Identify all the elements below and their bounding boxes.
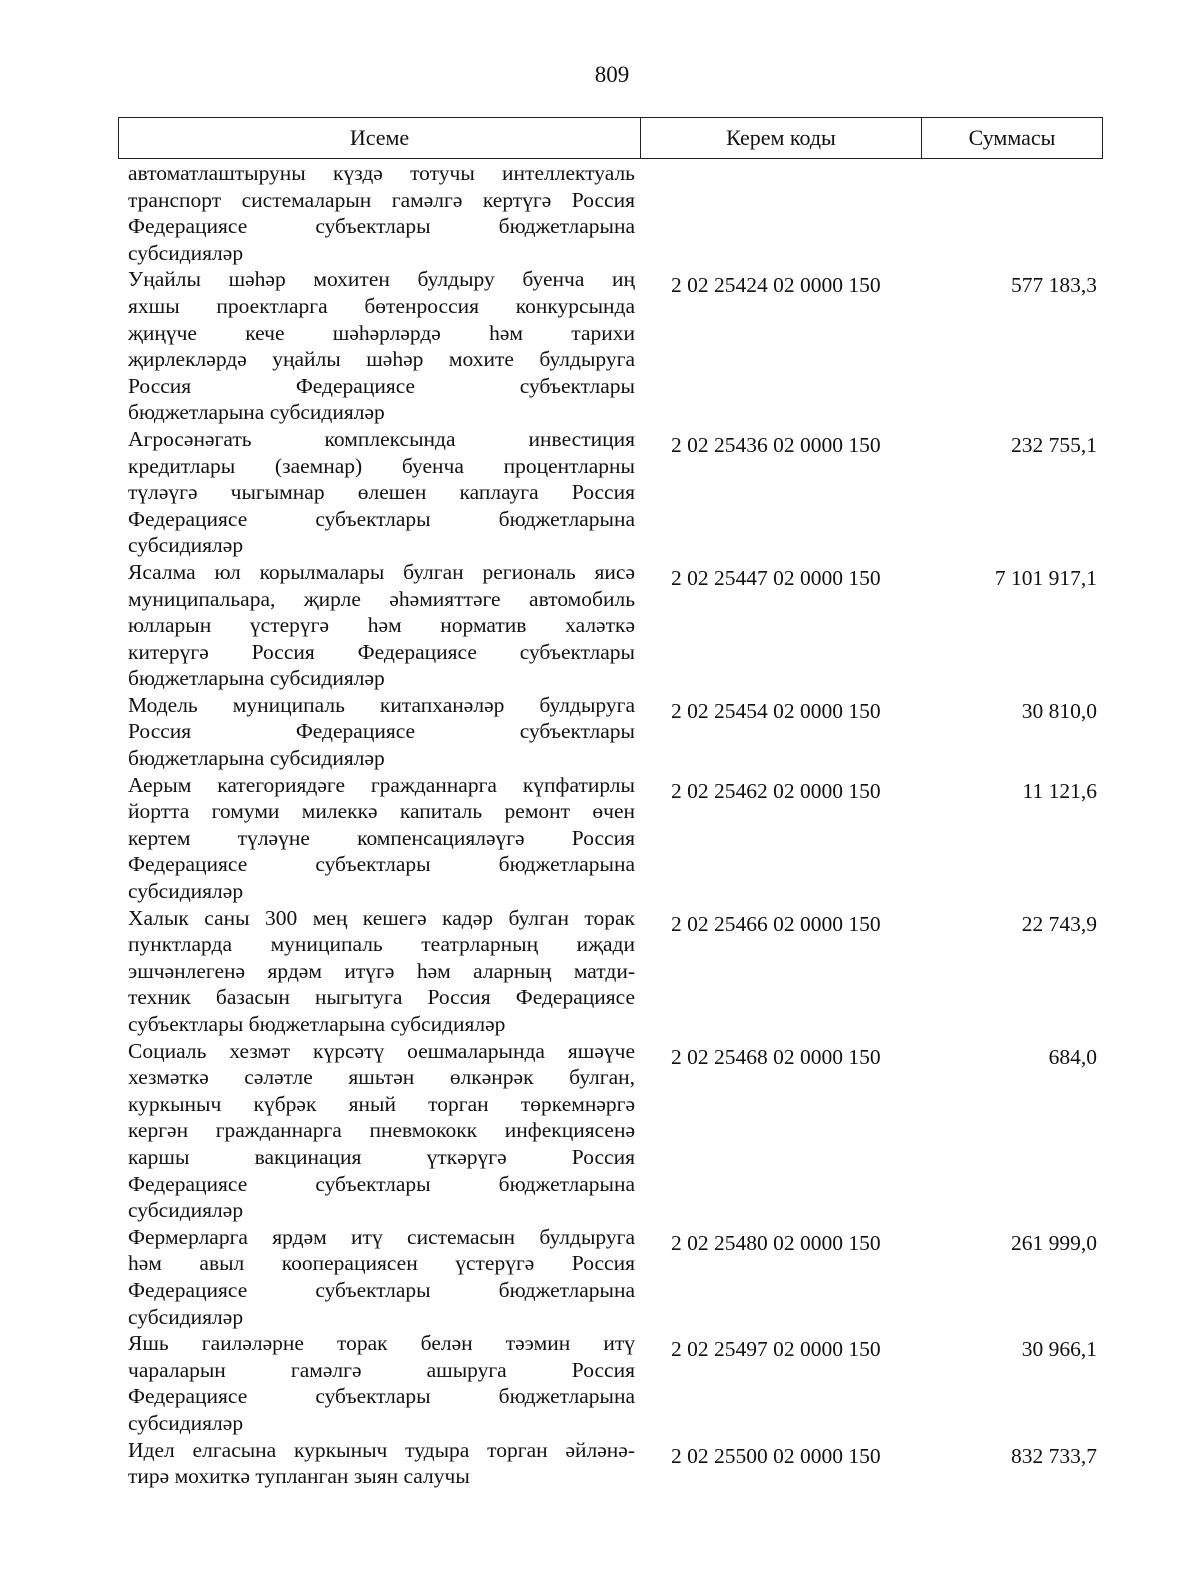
row-sum: 22 743,9: [1021, 911, 1097, 936]
row-name-line: субсидияләр: [128, 240, 244, 265]
row-code: 2 02 25480 02 0000 150: [671, 1230, 881, 1255]
row-sum: 11 121,6: [1022, 778, 1097, 803]
table-row: [128, 160, 1103, 266]
row-name-line: кертем түләүне компенсацияләүгә Россия: [128, 825, 635, 850]
row-code: 2 02 25497 02 0000 150: [671, 1337, 881, 1362]
table-row: [128, 1437, 1103, 1490]
row-name-line: субсидияләр: [128, 1304, 244, 1329]
row-sum: 261 999,0: [1011, 1230, 1097, 1255]
row-name: [128, 1437, 635, 1490]
row-name-line: бюджетларына субсидияләр: [128, 666, 385, 691]
row-name-line: куркыныч күбрәк яный торган төркемнәргә: [128, 1091, 635, 1116]
column-header-name: Исеме: [119, 118, 641, 158]
row-sum: 577 183,3: [1011, 273, 1097, 298]
row-code: 2 02 25468 02 0000 150: [671, 1044, 881, 1069]
row-name-line: Федерациясе субъектлары бюджетларына: [128, 214, 635, 239]
row-name-line: Модель муниципаль китапханәләр булдыруга: [128, 692, 635, 717]
row-name-line: автоматлаштыруны күздә тотучы интеллектуаль: [128, 161, 635, 185]
row-name-line: Фермерларга ярдәм итү системасын булдыруга: [128, 1224, 635, 1249]
row-name-line: түләүгә чыгымнар өлешен каплауга Россия: [128, 480, 635, 505]
table-row: [128, 1224, 1103, 1330]
row-name-line: Россия Федерациясе субъектлары: [128, 719, 635, 744]
row-code: 2 02 25424 02 0000 150: [671, 273, 881, 298]
row-name-line: Федерациясе субъектлары бюджетларына: [128, 506, 635, 531]
row-name-line: тирә мохиткә тупланган зыян салучы: [128, 1464, 470, 1489]
row-name-line: бюджетларына субсидияләр: [128, 746, 385, 771]
row-name-line: муниципальара, җирле әһәмияттәге автомобиль: [128, 586, 635, 611]
row-name-line: җиңүче кече шәһәрләрдә һәм тарихи: [128, 320, 635, 345]
row-name-line: Халык саны 300 мең кешегә кадәр булган торак: [128, 905, 635, 930]
row-code: 2 02 25462 02 0000 150: [671, 778, 881, 803]
row-name-line: яхшы проектларга бөтенроссия конкурсында: [128, 293, 635, 318]
row-sum: 30 966,1: [1021, 1337, 1097, 1362]
row-name-line: Федерациясе субъектлары бюджетларына: [128, 852, 635, 877]
row-code: [635, 160, 935, 266]
row-name: [128, 772, 635, 905]
column-header-sum: Суммасы: [968, 125, 1056, 150]
row-name: [128, 1224, 635, 1330]
row-name-line: субсидияләр: [128, 879, 244, 904]
row-name-line: Агросәнәгать комплексында инвестиция: [128, 426, 635, 451]
row-name-line: каршы вакцинация үткәрүгә Россия: [128, 1144, 635, 1169]
row-sum: 684,0: [1048, 1044, 1097, 1069]
row-name-line: бюджетларына субсидияләр: [128, 400, 385, 425]
row-name-line: юлларын үстерүгә һәм норматив халәткә: [128, 613, 635, 638]
row-name-line: Яшь гаиләләрне торак белән тәэмин итү: [128, 1331, 635, 1356]
row-name-line: транспорт системаларын гамәлгә кертүгә Россия: [128, 187, 635, 212]
table-row: [128, 559, 1103, 692]
row-code: 2 02 25436 02 0000 150: [671, 432, 881, 457]
table-body: [128, 160, 1103, 1490]
row-sum: 7 101 917,1: [994, 565, 1097, 590]
row-name: [128, 1330, 635, 1436]
table-row: [128, 1330, 1103, 1436]
row-code: 2 02 25500 02 0000 150: [671, 1443, 881, 1468]
row-name-line: Социаль хезмәт күрсәтү оешмаларында яшәүче: [128, 1038, 635, 1063]
row-name-line: субсидияләр: [128, 1410, 244, 1435]
row-name-line: кергән гражданнарга пневмококк инфекциясенә: [128, 1118, 635, 1143]
row-name-line: Федерациясе субъектлары бюджетларына: [128, 1171, 635, 1196]
row-name-line: субсидияләр: [128, 1198, 244, 1223]
row-name: [128, 160, 635, 266]
row-name-line: субсидияләр: [128, 533, 244, 558]
row-name-line: Федерациясе субъектлары бюджетларына: [128, 1384, 635, 1409]
row-name-line: Россия Федерациясе субъектлары: [128, 373, 635, 398]
row-code: 2 02 25466 02 0000 150: [671, 911, 881, 936]
row-name-line: хезмәткә сәләтле яшьтән өлкәнрәк булган,: [128, 1065, 635, 1090]
row-name-line: Ясалма юл корылмалары булган региональ яисә: [128, 559, 635, 584]
row-sum: [935, 160, 1103, 266]
row-name: [128, 692, 635, 772]
row-name-line: эшчәнлегенә ярдәм итүгә һәм аларның матди-: [128, 958, 635, 983]
row-name-line: йортта гомуми милеккә капиталь ремонт өчен: [128, 799, 635, 824]
row-name-line: кредитлары (заемнар) буенча процентларны: [128, 453, 635, 478]
row-name: [128, 559, 635, 692]
table-row: [128, 772, 1103, 905]
row-sum: 30 810,0: [1021, 698, 1097, 723]
table-row: [128, 266, 1103, 426]
column-header-code: Керем коды: [641, 118, 922, 158]
table-row: [128, 905, 1103, 1038]
row-name-line: Уңайлы шәһәр мохитен булдыру буенча иң: [128, 267, 635, 292]
row-name-line: җирлекләрдә уңайлы шәһәр мохите булдыруга: [128, 347, 635, 372]
table-header: [118, 117, 1103, 159]
row-code: 2 02 25447 02 0000 150: [671, 565, 881, 590]
row-name-line: һәм авыл кооперациясен үстерүгә Россия: [128, 1251, 635, 1276]
row-name: [128, 426, 635, 559]
row-name-line: Аерым категориядәге гражданнарга күпфатирлы: [128, 772, 635, 797]
row-code: 2 02 25454 02 0000 150: [671, 698, 881, 723]
row-name-line: китерүгә Россия Федерациясе субъектлары: [128, 639, 635, 664]
row-sum: 232 755,1: [1011, 432, 1097, 457]
row-name-line: Идел елгасына куркыныч тудыра торган әйләнә-: [128, 1437, 635, 1462]
row-name-line: техник базасын ныгытуга Россия Федерациясе: [128, 985, 635, 1010]
table-row: [128, 692, 1103, 772]
row-name-line: пунктларда муниципаль театрларның иҗади: [128, 932, 635, 957]
table-row: [128, 426, 1103, 559]
row-sum: 832 733,7: [1011, 1443, 1097, 1468]
row-name: [128, 1038, 635, 1224]
table-row: [128, 1038, 1103, 1224]
row-name-line: чараларын гамәлгә ашыруга Россия: [128, 1357, 635, 1382]
row-name-line: субъектлары бюджетларына субсидияләр: [128, 1012, 506, 1036]
row-name-line: Федерациясе субъектлары бюджетларына: [128, 1277, 635, 1302]
page-number: 809: [594, 62, 630, 87]
row-name: [128, 905, 635, 1038]
row-name: [128, 266, 635, 426]
